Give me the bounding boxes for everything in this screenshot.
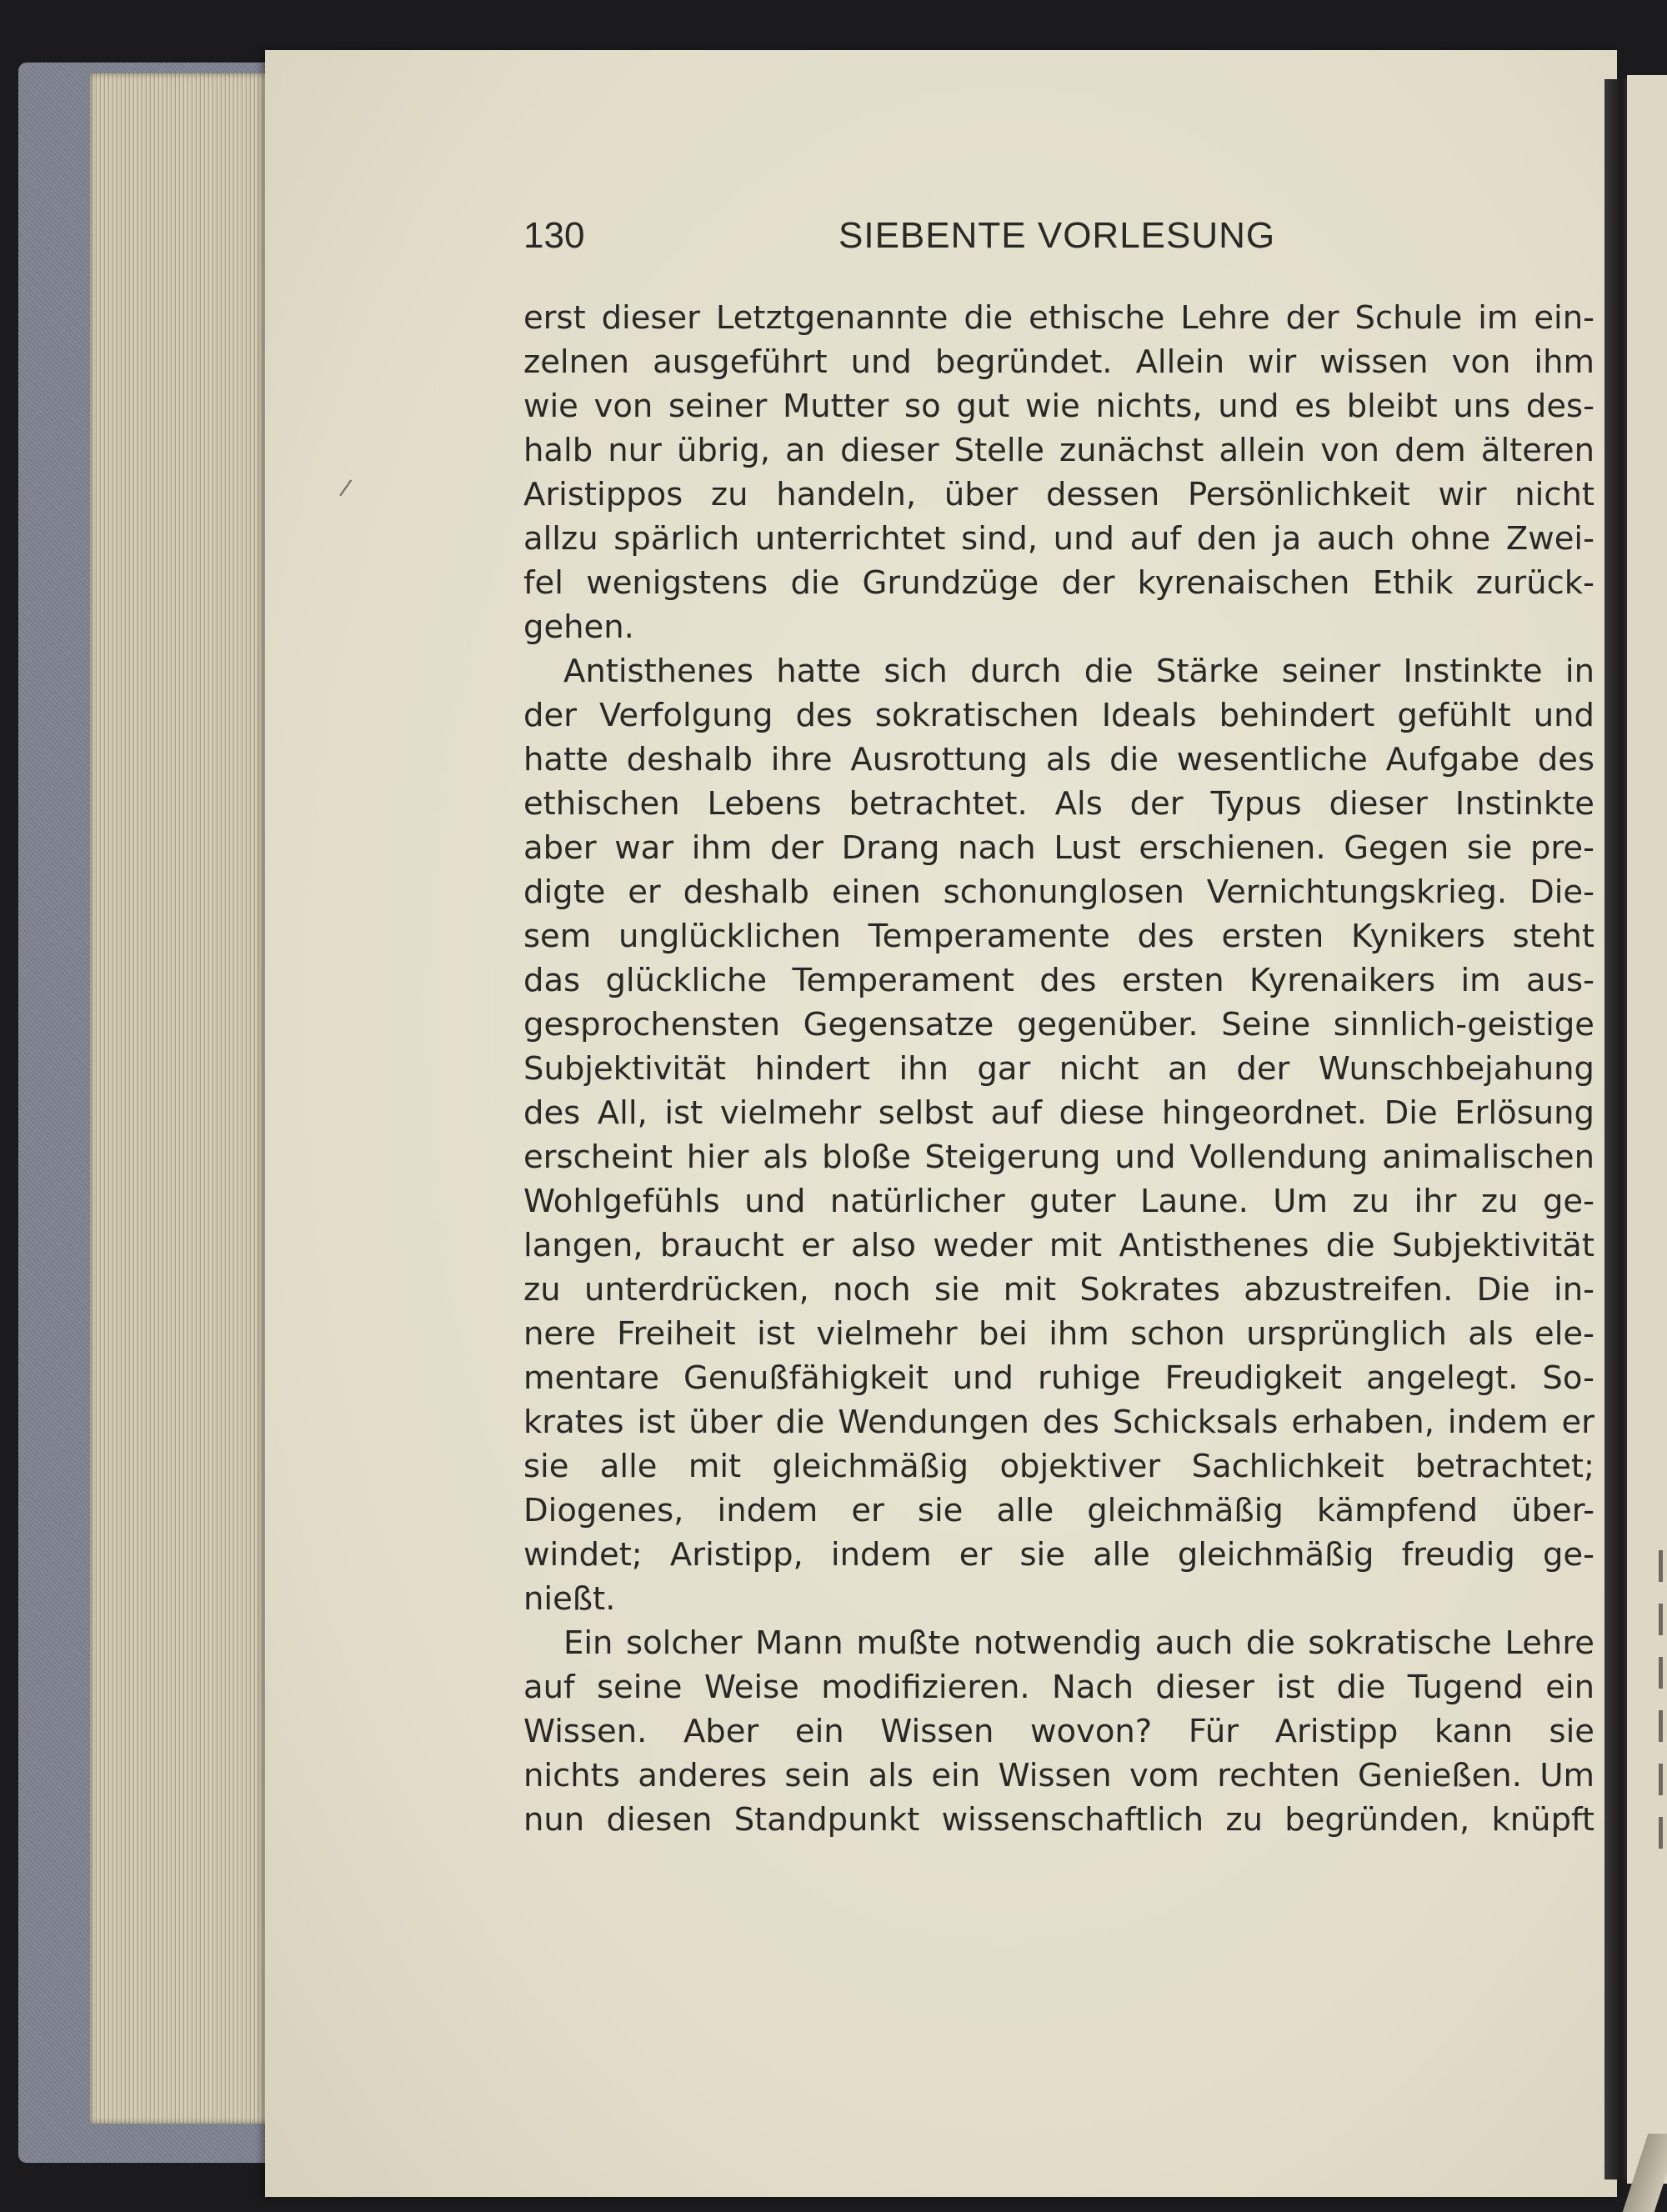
text-line: Subjektivität hindert ihn gar nicht an der Wunschbejahung (523, 1050, 1594, 1088)
text-line: nichts anderes sein als ein Wissen vom rechten Genießen. Um (523, 1757, 1594, 1794)
text-line: fel wenigstens die Grundzüge der kyrenaischen Ethik zurück- (523, 564, 1594, 602)
text-line: Wissen. Aber ein Wissen wovon? Für Aristipp kann sie (523, 1713, 1594, 1750)
page-number: 130 (523, 215, 585, 256)
text-line: zu unterdrücken, noch sie mit Sokrates abzustreifen. Die in- (523, 1271, 1594, 1309)
page-header (523, 215, 1599, 273)
text-line: sie alle mit gleichmäßig objektiver Sachlichkeit betrachtet; (523, 1448, 1594, 1485)
text-line: nießt. (523, 1580, 616, 1618)
text-line: allzu spärlich unterrichtet sind, und auf den ja auch ohne Zwei- (523, 520, 1594, 558)
running-head: SIEBENTE VORLESUNG (839, 215, 1276, 256)
text-line: Wohlgefühls und natürlicher guter Laune. Um zu ihr zu ge- (523, 1183, 1594, 1220)
text-line: windet; Aristipp, indem er sie alle gleichmäßig freudig ge- (523, 1536, 1594, 1574)
text-line: digte er deshalb einen schonunglosen Vernichtungskrieg. Die- (523, 873, 1594, 911)
text-line: sem unglücklichen Temperamente des ersten Kynikers steht (523, 918, 1594, 955)
text-line: mentare Genußfähigkeit und ruhige Freudigkeit angelegt. So- (523, 1359, 1594, 1397)
text-line: Antisthenes hatte sich durch die Stärke seiner Instinkte in (563, 653, 1594, 690)
text-line: erst dieser Letztgenannte die ethische Lehre der Schule im ein- (523, 299, 1594, 337)
text-line: wie von seiner Mutter so gut wie nichts, und es bleibt uns des- (523, 388, 1594, 425)
text-line: erscheint hier als bloße Steigerung und Vollendung animalischen (523, 1139, 1594, 1176)
text-line: Aristippos zu handeln, über dessen Persönlichkeit wir nicht (523, 476, 1594, 513)
text-line: hatte deshalb ihre Ausrottung als die wesentliche Aufgabe des (523, 741, 1594, 778)
text-line: gesprochensten Gegensatze gegenüber. Seine sinnlich-geistige (523, 1006, 1594, 1043)
text-line: das glückliche Temperament des ersten Kyrenaikers im aus- (523, 962, 1594, 999)
text-line: ethischen Lebens betrachtet. Als der Typus dieser Instinkte (523, 785, 1594, 823)
page-edges (90, 73, 278, 2124)
text-line: aber war ihm der Drang nach Lust erschienen. Gegen sie pre- (523, 829, 1594, 867)
text-line: auf seine Weise modifizieren. Nach dieser ist die Tugend ein (523, 1669, 1594, 1706)
text-line: Diogenes, indem er sie alle gleichmäßig kämpfend über- (523, 1492, 1594, 1529)
text-line: halb nur übrig, an dieser Stelle zunächst allein von dem älteren (523, 432, 1594, 469)
next-page-text-fragments (1659, 1550, 1667, 1900)
body-text (523, 296, 1594, 1842)
text-line: krates ist über die Wendungen des Schicksals erhaben, indem er (523, 1404, 1594, 1441)
text-line: des All, ist vielmehr selbst auf diese hingeordnet. Die Erlösung (523, 1094, 1594, 1132)
stray-mark: / (337, 474, 353, 503)
text-line: nun diesen Standpunkt wissenschaftlich zu begründen, knüpft (523, 1801, 1594, 1839)
text-line: der Verfolgung des sokratischen Ideals behindert gefühlt und (523, 697, 1594, 734)
text-line: gehen. (523, 608, 634, 646)
text-line: zelnen ausgeführt und begründet. Allein wir wissen von ihm (523, 343, 1594, 381)
text-line: langen, braucht er also weder mit Antisthenes die Subjektivität (523, 1227, 1594, 1264)
text-line: Ein solcher Mann mußte notwendig auch die sokratische Lehre (563, 1624, 1594, 1662)
text-line: nere Freiheit ist vielmehr bei ihm schon ursprünglich als ele- (523, 1315, 1594, 1353)
